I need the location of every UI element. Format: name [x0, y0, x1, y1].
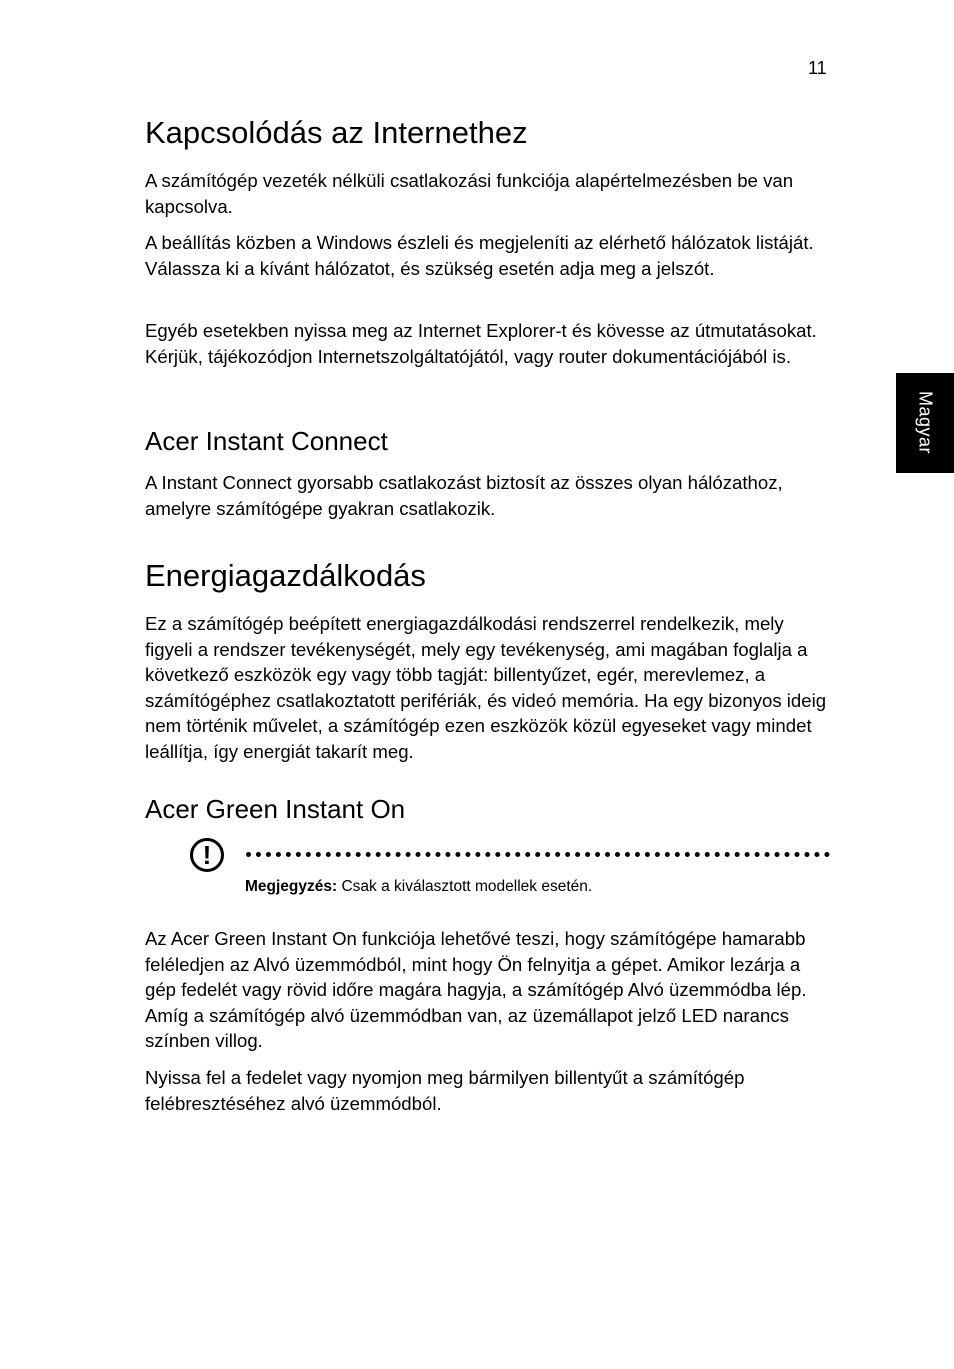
language-tab-label: Magyar [915, 391, 936, 455]
dotted-divider [246, 852, 830, 857]
note-box [190, 838, 835, 898]
section-heading-internet: Kapcsolódás az Internethez [145, 115, 528, 150]
subsection-heading-green-instant-on: Acer Green Instant On [145, 794, 406, 824]
note-label: Megjegyzés: [245, 878, 338, 895]
paragraph: Ez a számítógép beépített energiagazdálkodási rendszerrel rendelkezik, mely figyeli a rendszer tevékenységét, mely egy tevékenység, ami magában foglalja a következő eszközök egy vagy több tagját: billentyűzet, egér, merevlemez, a számítógéphez csatlakoztatott perifériák, és videó memória. Ha egy bizonyos ideig nem történik művelet, a számítógép ezen eszközök közül egyeseket vagy mindet leállítja, így energiát takarít meg. [145, 613, 827, 762]
paragraph: A Instant Connect gyorsabb csatlakozást biztosít az összes olyan hálózathoz, amelyre számítógépe gyakran csatlakozik. [145, 472, 783, 519]
note-text [245, 878, 592, 896]
language-tab [896, 373, 954, 473]
paragraph: Egyéb esetekben nyissa meg az Internet Explorer-t és kövesse az útmutatásokat. Kérjük, tájékozódjon Internetszolgáltatójától, vagy router dokumentációjából is. [145, 320, 817, 367]
subsection-heading-instant-connect: Acer Instant Connect [145, 426, 388, 456]
paragraph: Az Acer Green Instant On funkciója lehetővé teszi, hogy számítógépe hamarabb feléledjen az Alvó üzemmódból, mint hogy Ön felnyitja a gépet. Amikor lezárja a gép fedelét vagy rövid időre magára hagyja, a számítógép Alvó üzemmódba lép. Amíg a számítógép alvó üzemmódban van, az üzemállapot jelző LED narancs színben villog. [145, 928, 807, 1051]
paragraph: Nyissa fel a fedelet vagy nyomjon meg bármilyen billentyűt a számítógép felébresztéséhez alvó üzemmódból. [145, 1067, 745, 1114]
section-heading-energy: Energiagazdálkodás [145, 558, 426, 593]
page-number: 11 [808, 58, 827, 78]
paragraph: A beállítás közben a Windows észleli és megjeleníti az elérhető hálózatok listáját. Válassza ki a kívánt hálózatot, és szükség esetén adja meg a jelszót. [145, 232, 814, 279]
exclamation-circle-icon: ! [190, 838, 224, 872]
paragraph: A számítógép vezeték nélküli csatlakozási funkciója alapértelmezésben be van kapcsolva. [145, 170, 794, 217]
note-body: Csak a kiválasztott modellek esetén. [337, 878, 593, 895]
